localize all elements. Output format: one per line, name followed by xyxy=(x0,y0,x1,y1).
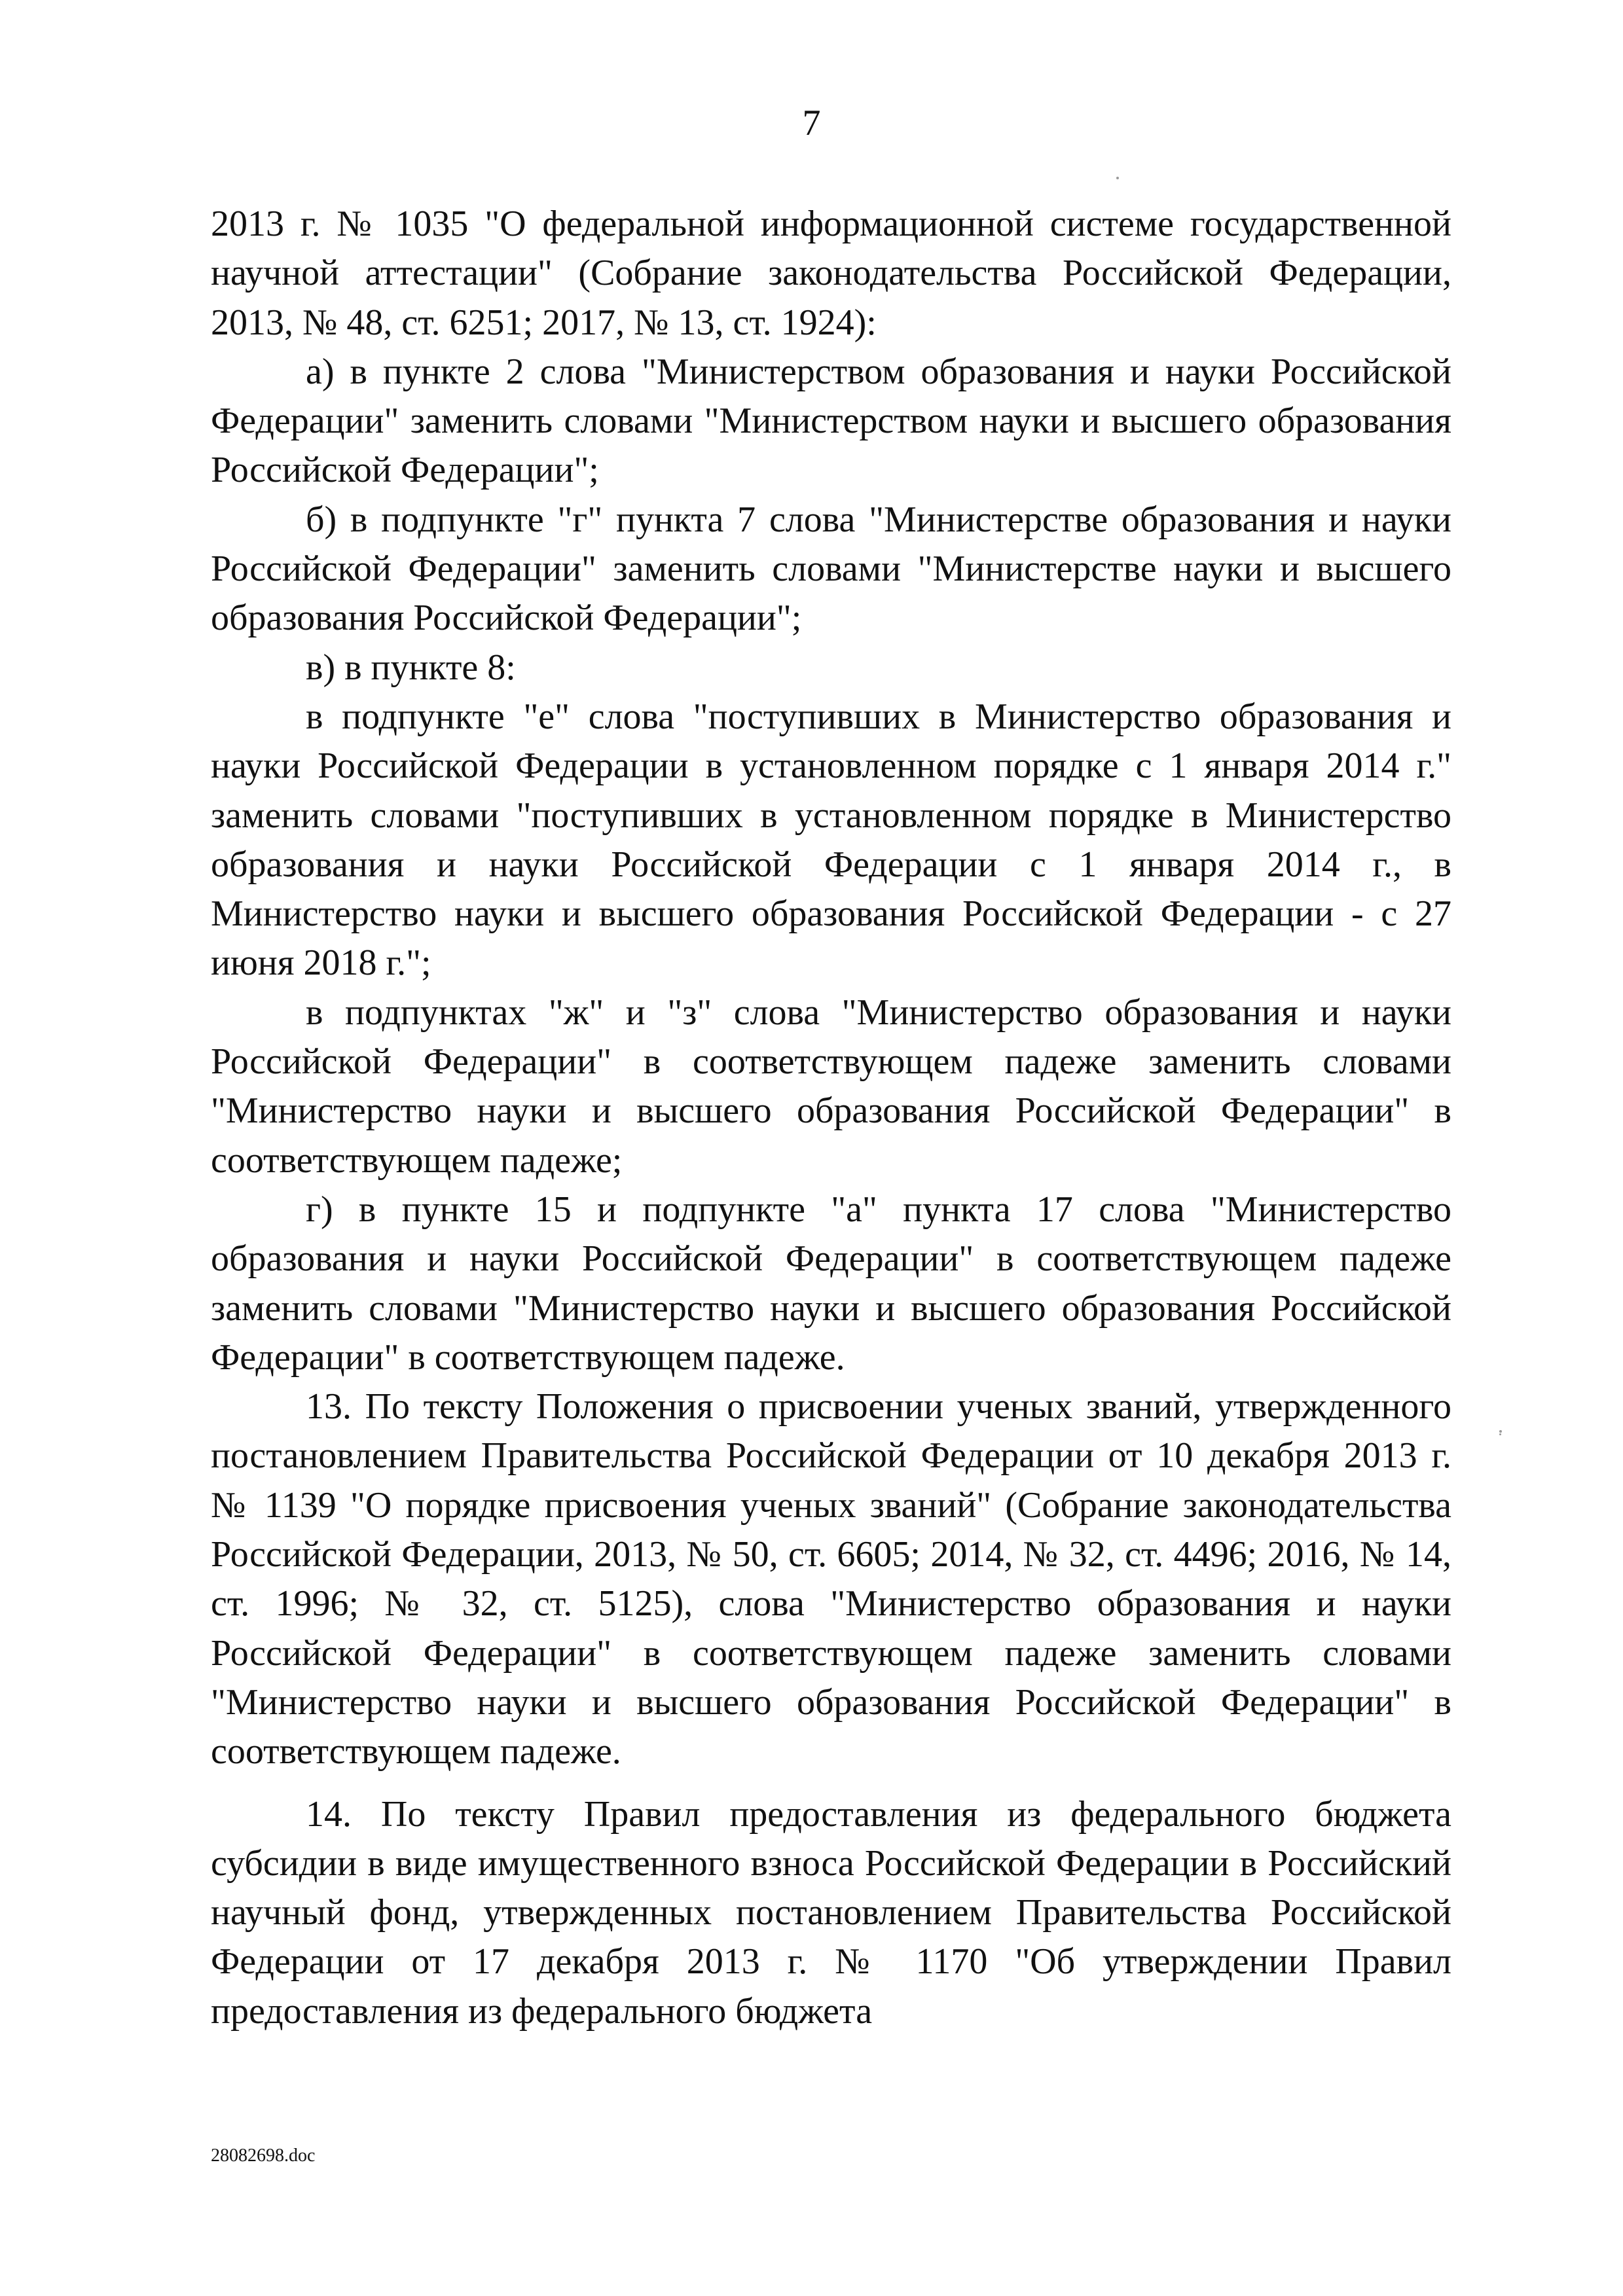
item-13: 13. По тексту Положения о присвоении ученых званий, утвержденного постановлением Правительства Российской Федерации от 10 декабря 2013 г. № 1139 "О порядке присвоения ученых званий" (Собрание законодательства Российской Федерации, 2013, № 50, ст. 6605; 2014, № 32, ст. 4496; 2016, № 14, ст. 1996; № 32, ст. 5125), слова "Министерство образования и науки Российской Федерации" в соответствующем падеже заменить словами "Министерство науки и высшего образования Российской Федерации" в соответствующем падеже. xyxy=(211,1386,1451,1772)
document-body xyxy=(211,200,1451,2036)
paragraph-continuation: 2013 г. № 1035 "О федеральной информационной системе государственной научной аттестации" (Собрание законодательства Российской Федерации, 2013, № 48, ст. 6251; 2017, № 13, ст. 1924): xyxy=(211,204,1451,343)
subitem-g: г) в пункте 15 и подпункте "а" пункта 17 слова "Министерство образования и науки Российской Федерации" в соответствующем падеже заменить словами "Министерство науки и высшего образования Российской Федерации" в соответствующем падеже. xyxy=(211,1189,1451,1378)
page-number: 7 xyxy=(802,103,821,143)
scan-speck xyxy=(1116,177,1119,179)
subitem-b: б) в подпункте "г" пункта 7 слова "Министерстве образования и науки Российской Федерации" заменить словами "Министерстве науки и высшего образования Российской Федерации"; xyxy=(211,499,1451,639)
subitem-v-e: в подпункте "е" слова "поступивших в Министерство образования и науки Российской Федерации в установленном порядке с 1 января 2014 г." заменить словами "поступивших в установленном порядке в Министерство образования и науки Российской Федерации с 1 января 2014 г., в Министерство науки и высшего образования Российской Федерации - с 27 июня 2018 г."; xyxy=(211,696,1451,984)
scan-speck xyxy=(1499,1433,1501,1435)
subitem-a: а) в пункте 2 слова "Министерством образования и науки Российской Федерации" заменить словами "Министерством науки и высшего образования Российской Федерации"; xyxy=(211,351,1451,491)
scan-speck xyxy=(1499,1430,1502,1433)
document-file-code: 28082698.doc xyxy=(211,2145,316,2166)
item-14: 14. По тексту Правил предоставления из федерального бюджета субсидии в виде имущественного взноса Российской Федерации в Российский научный фонд, утвержденных постановлением Правительства Российской Федерации от 17 декабря 2013 г. № 1170 "Об утверждении Правил предоставления из федерального бюджета xyxy=(211,1793,1451,2032)
subitem-v-zh-z: в подпунктах "ж" и "з" слова "Министерство образования и науки Российской Федерации" в соответствующем падеже заменить словами "Министерство науки и высшего образования Российской Федерации" в соответствующем падеже; xyxy=(211,992,1451,1181)
subitem-v: в) в пункте 8: xyxy=(306,647,516,688)
